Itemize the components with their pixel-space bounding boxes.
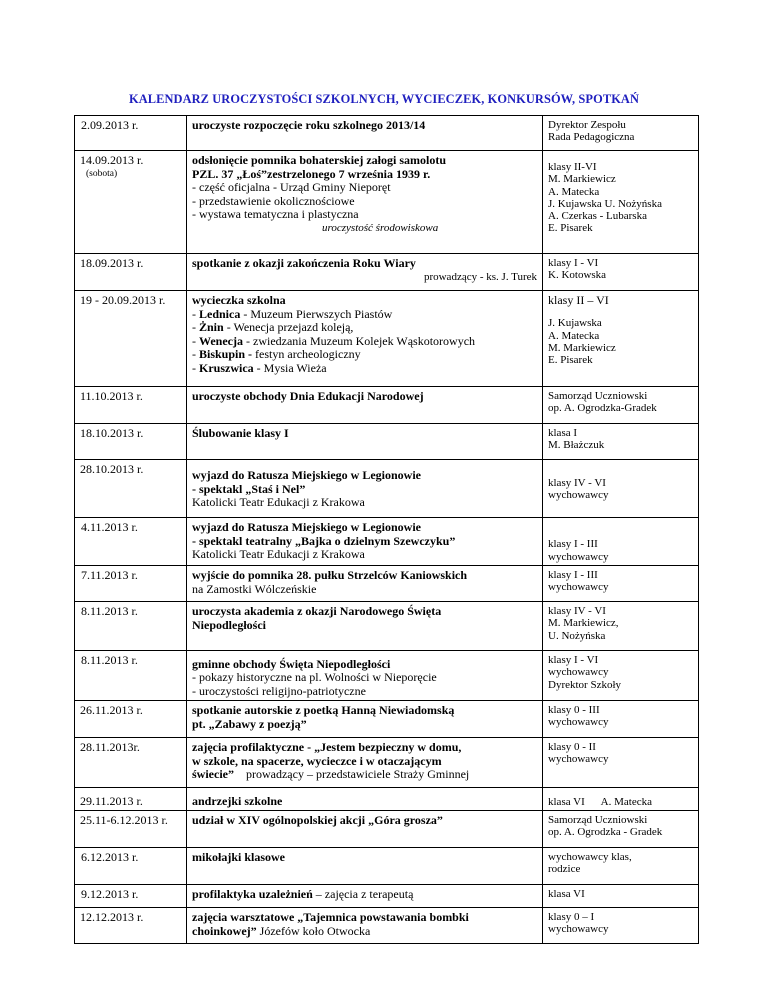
- event-date: 26.11.2013 r.: [75, 701, 187, 738]
- event-date: 18.09.2013 r.: [75, 254, 187, 291]
- event-details: zajęcia profilaktyczne - „Jestem bezpieczny w domu, w szkole, na spacerze, wycieczce i w otaczającym świecie” prowadzący – przedstawiciele Straży Gminnej: [187, 738, 543, 788]
- event-details: zajęcia warsztatowe „Tajemnica powstawania bombki choinkowej” Józefów koło Otwocka: [187, 908, 543, 944]
- events-table: [74, 115, 699, 944]
- event-title: Ślubowanie klasy I: [187, 424, 543, 460]
- event-date-note: (sobota): [86, 168, 118, 179]
- event-date: 2.09.2013 r.: [75, 116, 187, 151]
- event-people: wychowawcy klas, rodzice: [543, 848, 699, 885]
- event-people: klasy I - III wychowawcy: [543, 518, 699, 566]
- event-details: odsłonięcie pomnika bohaterskiej załogi samolotu PZL. 37 „Łoś”zestrzelonego 7 września 1939 r. - część oficjalna - Urząd Gminy Nieporęt - przedstawienie okolicznościowe - wystawa tematyczna i plastyczna uroczystość środowiskowa: [187, 151, 543, 254]
- event-people: klasa I M. Błażczuk: [543, 424, 699, 460]
- table-row: [75, 788, 699, 811]
- event-people: klasa VI: [543, 885, 699, 908]
- event-people: klasy 0 - III wychowawcy: [543, 701, 699, 738]
- page-title: KALENDARZ UROCZYSTOŚCI SZKOLNYCH, WYCIECZEK, KONKURSÓW, SPOTKAŃ: [128, 92, 640, 106]
- event-title: uroczyste rozpoczęcie roku szkolnego 2013/14: [187, 116, 543, 151]
- event-date: 25.11-6.12.2013 r.: [75, 811, 187, 848]
- event-lead: prowadzący - ks. J. Turek: [423, 270, 537, 283]
- event-date: 8.11.2013 r.: [75, 602, 187, 651]
- event-date: 11.10.2013 r.: [75, 387, 187, 424]
- event-date: 28.10.2013 r.: [75, 460, 187, 518]
- event-people: Samorząd Uczniowski op. A. Ogrodzka - Gradek: [543, 811, 699, 848]
- event-details: wycieczka szkolna - Lednica - Muzeum Pierwszych Piastów - Żnin - Wenecja przejazd koleją, - Wenecja - zwiedzania Muzeum Kolejek Wąskotorowych - Biskupin - festyn archeologiczny - Kruszwica - Mysia Wieża: [187, 291, 543, 387]
- event-details: gminne obchody Święta Niepodległości - pokazy historyczne na pl. Wolności w Nieporęcie - uroczystości religijno-patriotyczne: [187, 651, 543, 701]
- event-title: uroczyste obchody Dnia Edukacji Narodowej: [187, 387, 543, 424]
- table-row: [75, 738, 699, 788]
- table-row: [75, 701, 699, 738]
- event-people: klasy 0 – I wychowawcy: [543, 908, 699, 944]
- table-row: [75, 151, 699, 254]
- event-date: 12.12.2013 r.: [75, 908, 187, 944]
- event-people: klasy I - VI K. Kotowska: [543, 254, 699, 291]
- table-row: [75, 254, 699, 291]
- table-row: [75, 291, 699, 387]
- table-row: [75, 566, 699, 602]
- table-row: [75, 602, 699, 651]
- event-people: Samorząd Uczniowski op. A. Ogrodzka-Gradek: [543, 387, 699, 424]
- table-row: [75, 848, 699, 885]
- event-date: 14.09.2013 r. (sobota): [75, 151, 187, 254]
- event-date: 7.11.2013 r.: [75, 566, 187, 602]
- event-title: mikołajki klasowe: [187, 848, 543, 885]
- event-people: klasy I - III wychowawcy: [543, 566, 699, 602]
- event-details: profilaktyka uzależnień – zajęcia z terapeutą: [187, 885, 543, 908]
- event-date: 8.11.2013 r.: [75, 651, 187, 701]
- event-date: 28.11.2013r.: [75, 738, 187, 788]
- event-date: 6.12.2013 r.: [75, 848, 187, 885]
- event-date: 29.11.2013 r.: [75, 788, 187, 811]
- table-row: [75, 518, 699, 566]
- table-row: [75, 651, 699, 701]
- table-row: [75, 387, 699, 424]
- event-details: wyjazd do Ratusza Miejskiego w Legionowie - spektakl teatralny „Bajka o dzielnym Szewczyku” Katolicki Teatr Edukacji z Krakowa: [187, 518, 543, 566]
- event-details: uroczysta akademia z okazji Narodowego Święta Niepodległości: [187, 602, 543, 651]
- event-details: wyjazd do Ratusza Miejskiego w Legionowie - spektakl „Staś i Nel” Katolicki Teatr Edukacji z Krakowa: [187, 460, 543, 518]
- event-date: 19 - 20.09.2013 r.: [75, 291, 187, 387]
- event-people: klasa VI A. Matecka: [543, 788, 699, 811]
- event-people: klasy I - VI wychowawcy Dyrektor Szkoły: [543, 651, 699, 701]
- table-row: [75, 811, 699, 848]
- table-row: [75, 460, 699, 518]
- table-row: [75, 908, 699, 944]
- table-row: [75, 885, 699, 908]
- event-people: klasy 0 - II wychowawcy: [543, 738, 699, 788]
- table-row: [75, 424, 699, 460]
- event-date: 9.12.2013 r.: [75, 885, 187, 908]
- table-row: [75, 116, 699, 151]
- event-people: klasy IV - VI M. Markiewicz, U. Nożyńska: [543, 602, 699, 651]
- event-details: wyjście do pomnika 28. pułku Strzelców Kaniowskich na Zamostki Wólczeńskie: [187, 566, 543, 602]
- event-date: 4.11.2013 r.: [75, 518, 187, 566]
- event-people: klasy II – VI J. Kujawska A. Matecka M. Markiewicz E. Pisarek: [543, 291, 699, 387]
- event-people: klasy II-VI M. Markiewicz A. Matecka J. Kujawska U. Nożyńska A. Czerkas - Lubarska E. Pisarek: [543, 151, 699, 254]
- event-people: Dyrektor Zespołu Rada Pedagogiczna: [543, 116, 699, 151]
- event-title: andrzejki szkolne: [187, 788, 543, 811]
- event-details: spotkanie z okazji zakończenia Roku Wiary prowadzący - ks. J. Turek: [187, 254, 543, 291]
- event-details: spotkanie autorskie z poetką Hanną Niewiadomską pt. „Zabawy z poezją”: [187, 701, 543, 738]
- event-date: 18.10.2013 r.: [75, 424, 187, 460]
- event-note: uroczystość środowiskowa: [322, 221, 439, 234]
- event-people: klasy IV - VI wychowawcy: [543, 460, 699, 518]
- event-title: udział w XIV ogólnopolskiej akcji „Góra grosza”: [187, 811, 543, 848]
